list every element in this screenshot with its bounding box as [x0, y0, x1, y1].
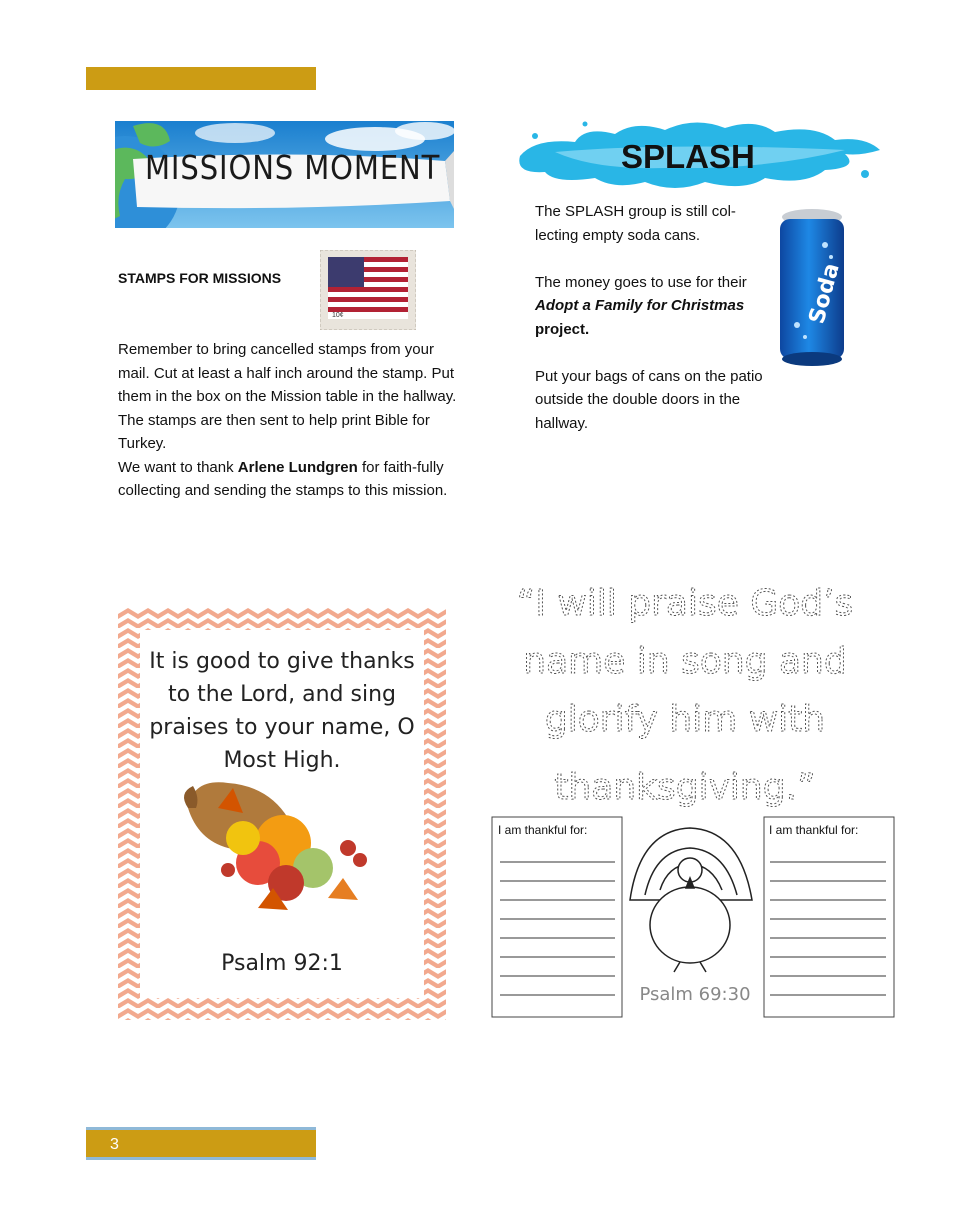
- right-box-title: I am thankful for:: [769, 823, 859, 837]
- left-box-title: I am thankful for:: [498, 823, 588, 837]
- header-accent-bar: [86, 67, 316, 90]
- splash-collecting: The SPLASH group is still col-lecting empty soda cans.: [535, 203, 736, 244]
- stamps-purpose: The stamps are then sent to help print Bible for Turkey.: [118, 411, 430, 452]
- stamps-paragraph: [118, 338, 458, 503]
- missions-moment-title: MISSIONS MOMENT: [145, 148, 441, 187]
- verse-line-4: Most High.: [223, 748, 341, 773]
- thanksgiving-tracing-worksheet: [490, 570, 900, 1020]
- verse-line-1: It is good to give thanks: [149, 649, 415, 674]
- verse-line-2: to the Lord, and sing: [168, 682, 396, 707]
- quote-line-2: name in song and: [523, 641, 847, 682]
- splash-paragraph: [535, 200, 765, 435]
- splash-dropoff: Put your bags of cans on the patio outside the double doors in the hallway.: [535, 367, 763, 432]
- verse-line-3: praises to your name, O: [149, 715, 415, 740]
- volunteer-name: Arlene Lundgren: [237, 458, 358, 476]
- worksheet-reference: Psalm 69:30: [639, 984, 751, 1005]
- verse-reference: Psalm 92:1: [221, 951, 343, 976]
- project-name: Adopt a Family for Christmas: [535, 297, 745, 314]
- quote-line-3: glorify him with: [544, 699, 826, 740]
- cornucopia-verse-card: [118, 608, 446, 1020]
- soda-can-image: [775, 205, 850, 370]
- stamps-heading: STAMPS FOR MISSIONS: [118, 270, 282, 286]
- stamps-thanks: We want to thank Arlene Lundgren for faith-fully collecting and sending the stamps to this mission.: [118, 458, 448, 499]
- turkey-outline-icon: [630, 828, 752, 972]
- footer-top-rule: [86, 1127, 316, 1130]
- footer-bottom-rule: [86, 1157, 316, 1160]
- flag-stamp-image: [320, 250, 416, 330]
- stamp-value: 10¢: [332, 312, 344, 319]
- quote-line-1: “I will praise God’s: [516, 583, 854, 624]
- quote-line-4: thanksgiving.”: [554, 767, 816, 808]
- page-number: 3: [110, 1136, 119, 1153]
- footer-bar: [86, 1127, 316, 1160]
- can-label: Soda: [804, 260, 845, 327]
- stamps-instructions: Remember to bring cancelled stamps from your mail. Cut at least a half inch around the stamp. Put them in the box on the Mission table in the hallway.: [118, 341, 457, 405]
- splash-project: The money goes to use for their Adopt a Family for Christmas project.: [535, 273, 747, 338]
- splash-title: SPLASH: [621, 138, 755, 175]
